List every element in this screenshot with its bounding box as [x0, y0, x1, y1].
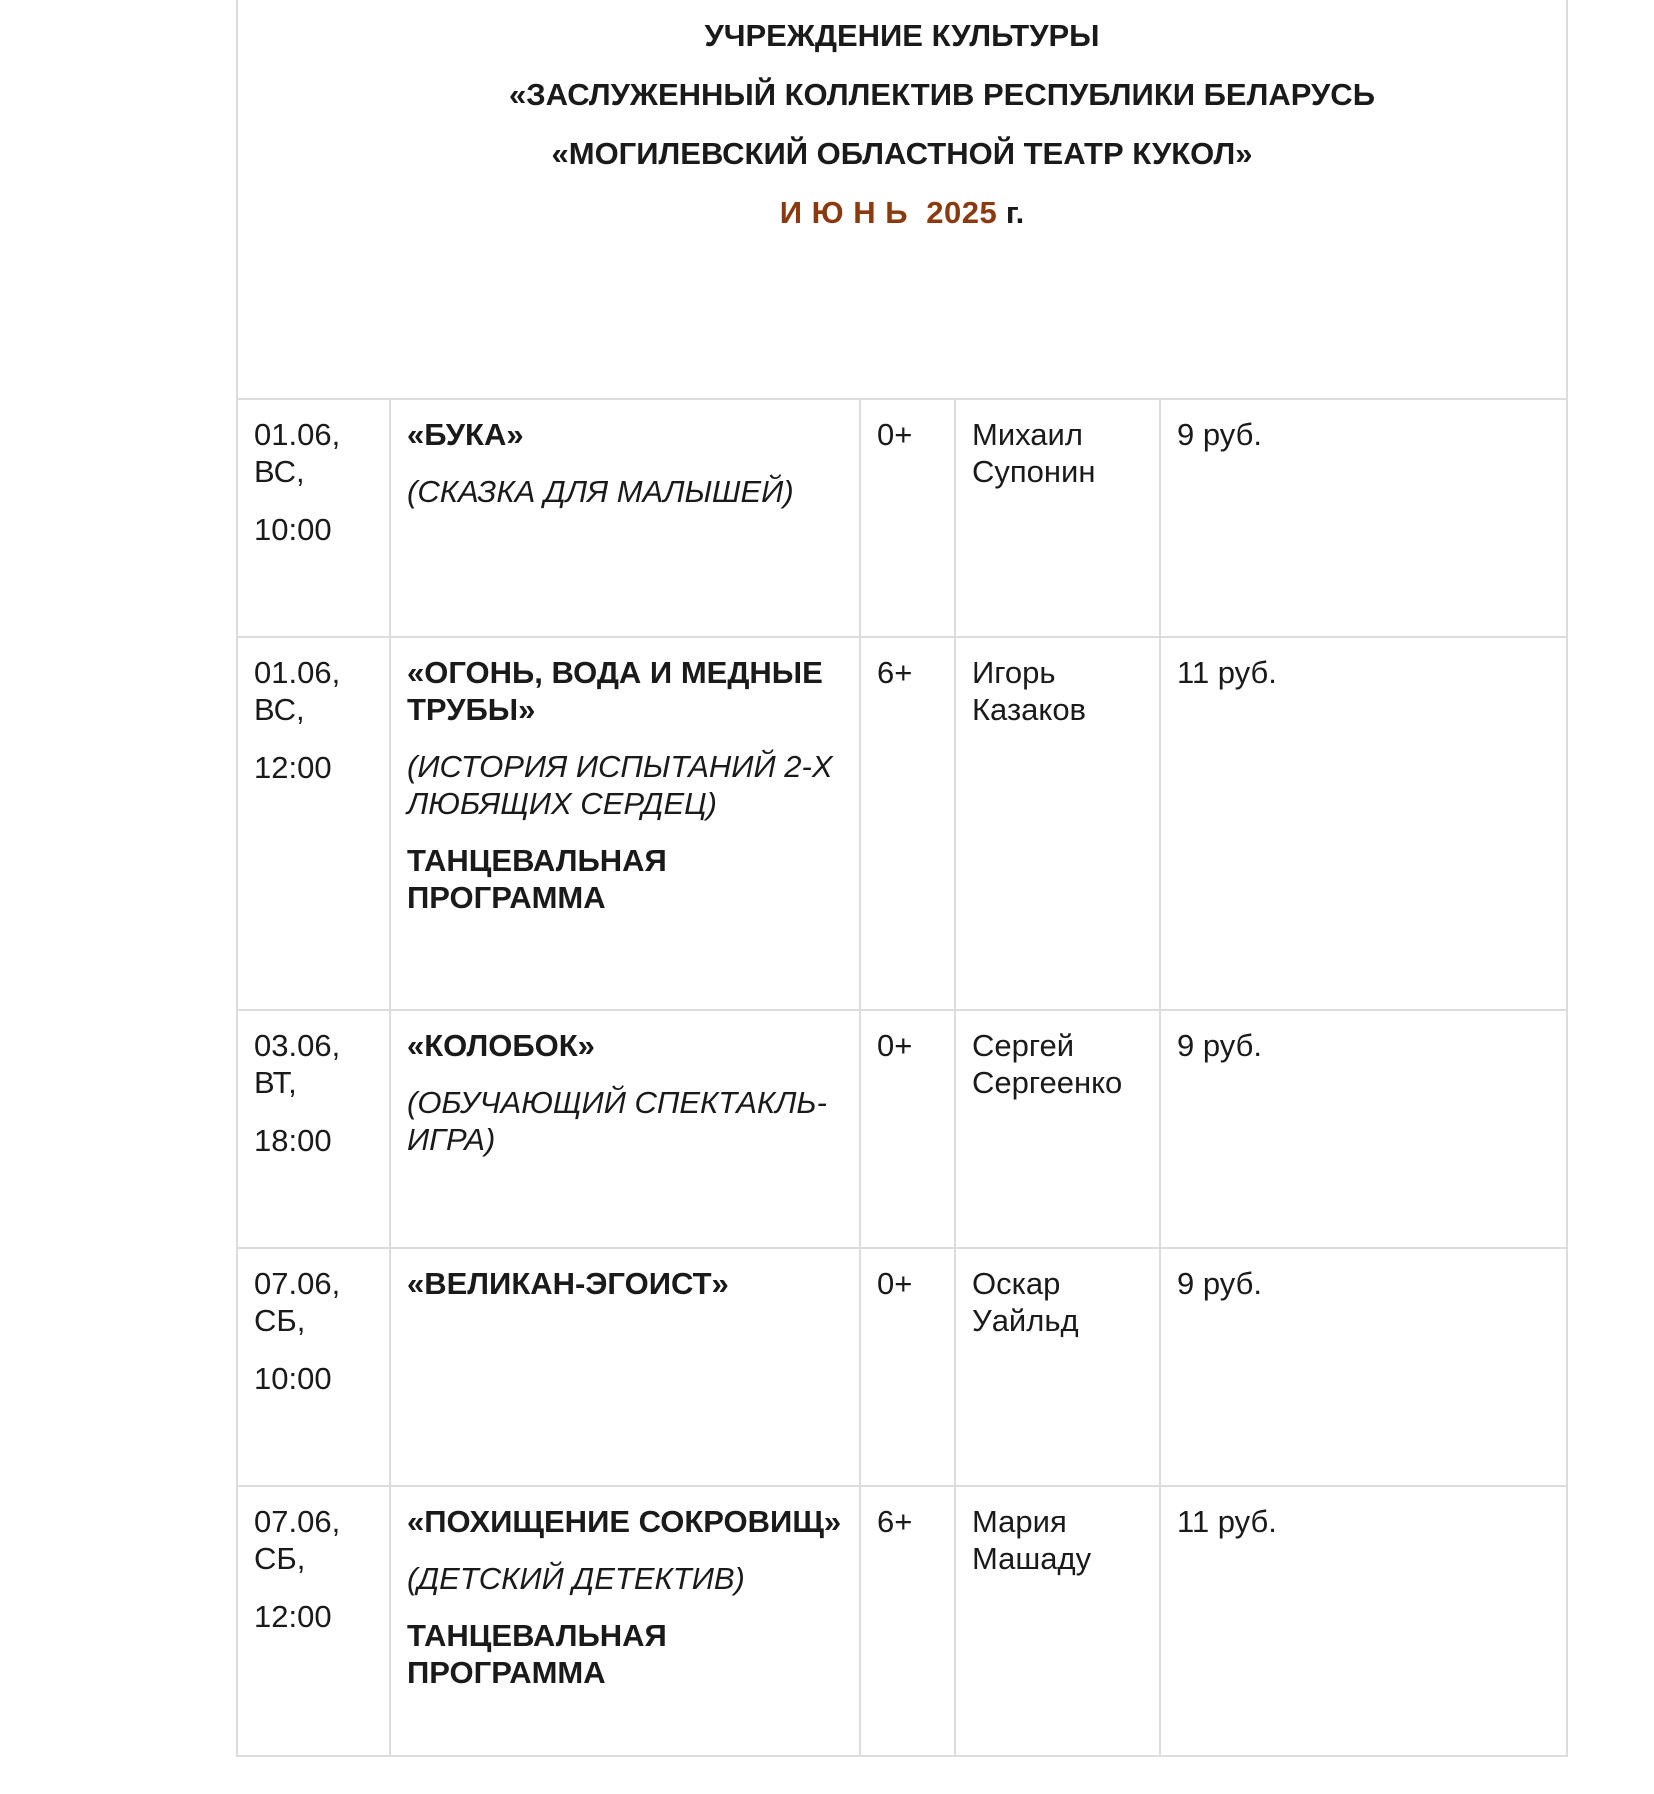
month-label: И Ю Н Ь 2025	[779, 195, 998, 230]
date-cell	[238, 1011, 389, 1247]
show-genre: (ИСТОРИЯ ИСПЫТАНИЙ 2-Х ЛЮБЯЩИХ СЕРДЕЦ)	[407, 749, 833, 821]
table-row	[238, 1487, 1566, 1755]
show-title: «ПОХИЩЕНИЕ СОКРОВИЩ»	[407, 1504, 842, 1539]
time: 10:00	[254, 512, 332, 547]
title-cell	[389, 1249, 859, 1485]
ticket-price: 9 руб.	[1177, 1028, 1262, 1063]
table-row	[238, 400, 1566, 638]
show-title: «ОГОНЬ, ВОДА И МЕДНЫЕ ТРУБЫ»	[407, 655, 823, 727]
time: 12:00	[254, 1599, 332, 1634]
date-cell	[238, 400, 389, 636]
show-genre: (ДЕТСКИЙ ДЕТЕКТИВ)	[407, 1561, 745, 1596]
header-theatre-name: «МОГИЛЕВСКИЙ ОБЛАСТНОЙ ТЕАТР КУКОЛ»	[551, 136, 1253, 171]
table-row	[238, 1249, 1566, 1487]
title-cell	[389, 1487, 859, 1755]
time: 12:00	[254, 750, 332, 785]
header-month	[238, 195, 1566, 231]
age-cell	[859, 400, 954, 636]
show-genre: (ОБУЧАЮЩИЙ СПЕКТАКЛЬ-ИГРА)	[407, 1085, 827, 1157]
price-cell	[1159, 400, 1568, 636]
date-cell	[238, 1249, 389, 1485]
age-rating: 0+	[877, 417, 913, 452]
show-title: «КОЛОБОК»	[407, 1028, 595, 1063]
show-title: «БУКА»	[407, 417, 524, 452]
title-cell	[389, 1011, 859, 1247]
date-cell	[238, 638, 389, 1009]
author-first-name: Оскар	[972, 1266, 1061, 1301]
author-last-name: Казаков	[972, 692, 1087, 727]
price-cell	[1159, 1011, 1568, 1247]
author-first-name: Михаил	[972, 417, 1083, 452]
author-cell	[954, 1011, 1159, 1247]
price-cell	[1159, 1487, 1568, 1755]
author-first-name: Игорь	[972, 655, 1056, 690]
show-extra-program: ТАНЦЕВАЛЬНАЯ ПРОГРАММА	[407, 843, 667, 915]
age-cell	[859, 638, 954, 1009]
age-rating: 0+	[877, 1266, 913, 1301]
author-first-name: Мария	[972, 1504, 1067, 1539]
date: 07.06,	[254, 1504, 341, 1539]
age-cell	[859, 1249, 954, 1485]
weekday: ВТ,	[254, 1065, 297, 1100]
age-rating: 6+	[877, 1504, 913, 1539]
date: 01.06,	[254, 417, 341, 452]
author-cell	[954, 400, 1159, 636]
weekday: ВС,	[254, 692, 305, 727]
price-cell	[1159, 638, 1568, 1009]
show-extra-program: ТАНЦЕВАЛЬНАЯ ПРОГРАММА	[407, 1618, 667, 1690]
date: 01.06,	[254, 655, 341, 690]
table-row	[238, 1011, 1566, 1249]
date: 03.06,	[254, 1028, 341, 1063]
title-cell	[389, 638, 859, 1009]
show-genre: (СКАЗКА ДЛЯ МАЛЫШЕЙ)	[407, 474, 794, 509]
header-collective: «ЗАСЛУЖЕННЫЙ КОЛЛЕКТИВ РЕСПУБЛИКИ БЕЛАРУСЬ	[509, 77, 1375, 112]
author-cell	[954, 1249, 1159, 1485]
document-header	[238, 0, 1566, 400]
header-institution: УЧРЕЖДЕНИЕ КУЛЬТУРЫ	[704, 18, 1100, 53]
title-cell	[389, 400, 859, 636]
time: 18:00	[254, 1123, 332, 1158]
age-rating: 6+	[877, 655, 913, 690]
time: 10:00	[254, 1361, 332, 1396]
author-first-name: Сергей	[972, 1028, 1075, 1063]
author-last-name: Уайльд	[972, 1303, 1079, 1338]
weekday: ВС,	[254, 454, 305, 489]
author-last-name: Супонин	[972, 454, 1096, 489]
date: 07.06,	[254, 1266, 341, 1301]
date-cell	[238, 1487, 389, 1755]
weekday: СБ,	[254, 1541, 306, 1576]
weekday: СБ,	[254, 1303, 306, 1338]
table-row	[238, 638, 1566, 1011]
age-rating: 0+	[877, 1028, 913, 1063]
ticket-price: 9 руб.	[1177, 1266, 1262, 1301]
show-title: «ВЕЛИКАН-ЭГОИСТ»	[407, 1266, 729, 1301]
author-cell	[954, 638, 1159, 1009]
schedule-document	[236, 0, 1568, 1757]
year-suffix: г.	[997, 195, 1025, 230]
author-last-name: Сергеенко	[972, 1065, 1123, 1100]
schedule-table	[238, 400, 1566, 1755]
age-cell	[859, 1011, 954, 1247]
age-cell	[859, 1487, 954, 1755]
price-cell	[1159, 1249, 1568, 1485]
ticket-price: 11 руб.	[1177, 655, 1277, 690]
author-cell	[954, 1487, 1159, 1755]
ticket-price: 11 руб.	[1177, 1504, 1277, 1539]
author-last-name: Машаду	[972, 1541, 1092, 1576]
ticket-price: 9 руб.	[1177, 417, 1262, 452]
